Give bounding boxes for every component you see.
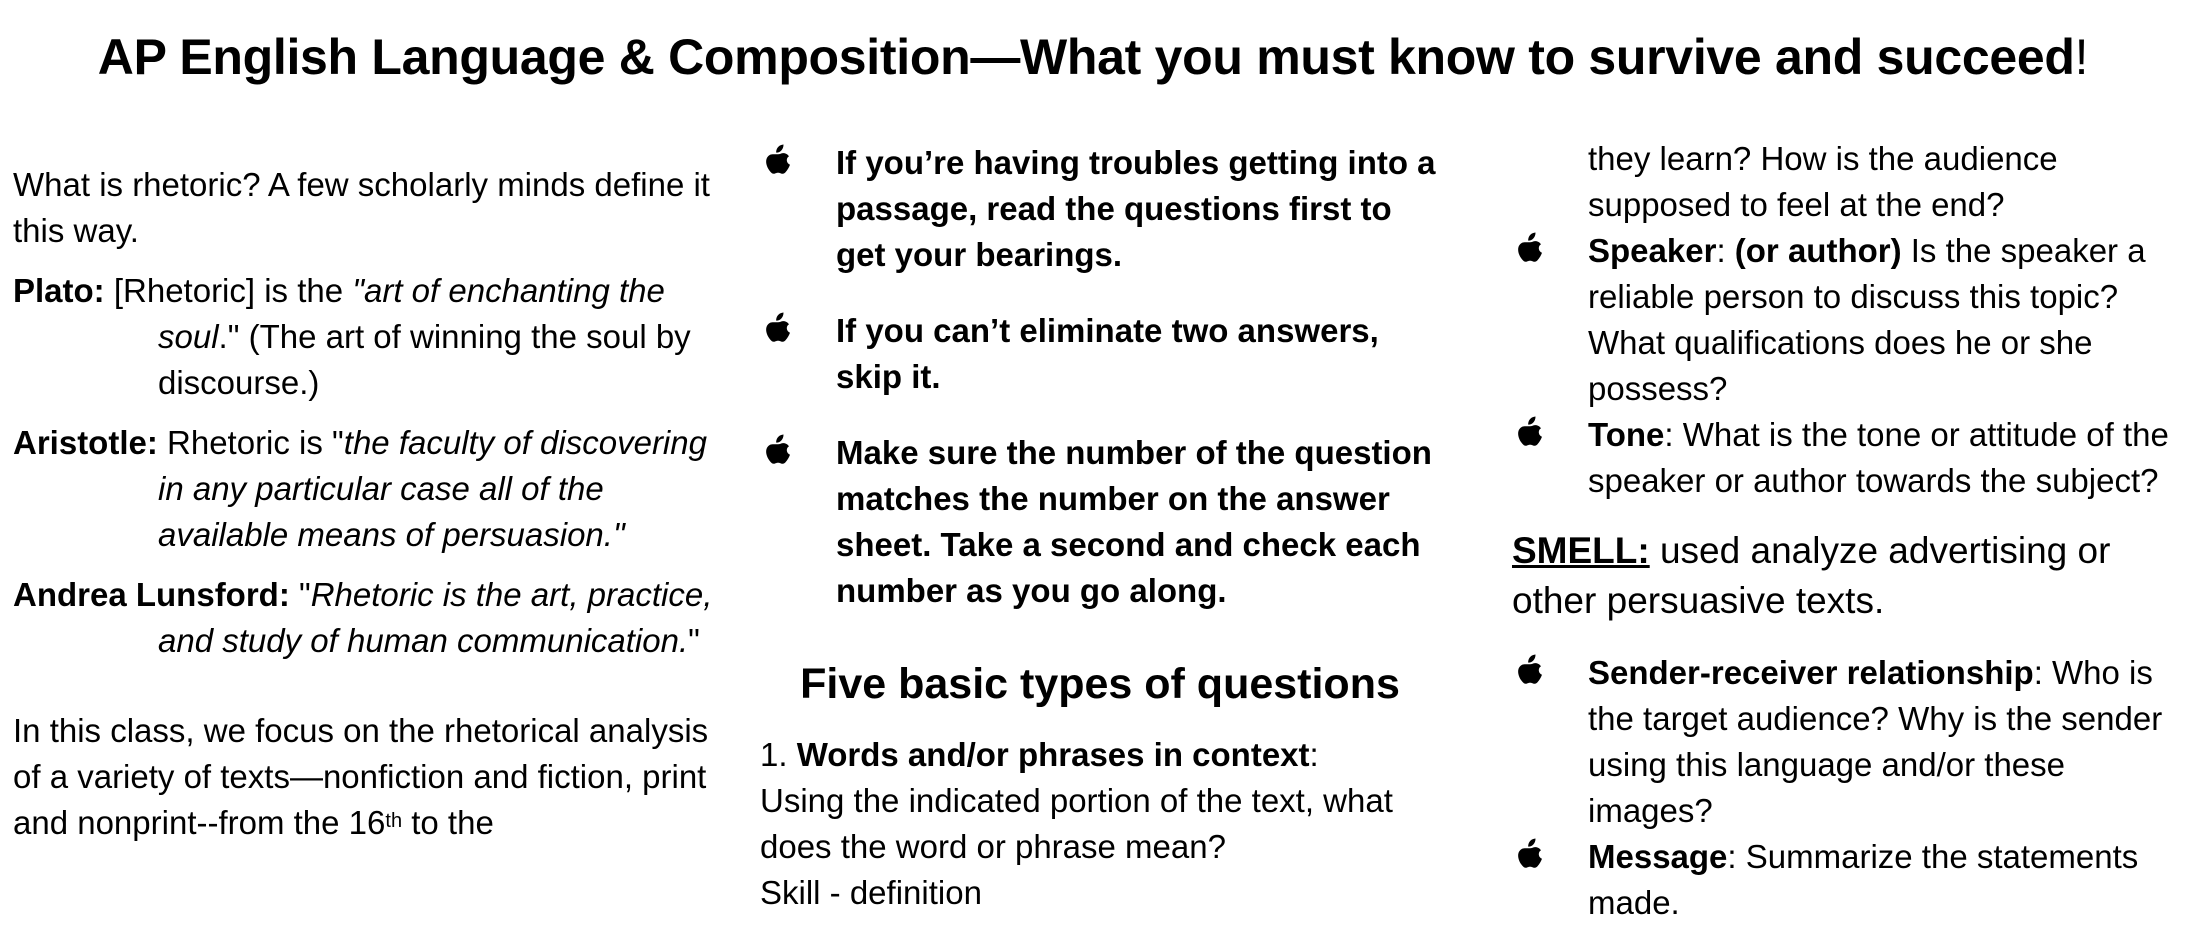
list-item: Tone: What is the tone or attitude of the speaker or author towards the subject? bbox=[1512, 412, 2182, 504]
question-number: 1. bbox=[760, 736, 797, 773]
question-types-heading: Five basic types of questions bbox=[800, 660, 1400, 708]
tip-item bbox=[760, 308, 1450, 400]
right-column bbox=[1512, 136, 2182, 926]
item-text: Is the speaker a reliable person to discuss this topic? What qualifications does he or she possess? bbox=[1588, 232, 2146, 407]
tip-item bbox=[760, 430, 1450, 614]
class-focus-pre: In this class, we focus on the rhetorical analysis of a variety of texts—nonfiction and fiction, print and nonprint--from the 16 bbox=[13, 712, 709, 841]
smell-text: used analyze advertising or other persuasive texts. bbox=[1512, 530, 2111, 621]
question-label: Words and/or phrases in context bbox=[796, 736, 1310, 773]
definition-name: Aristotle: bbox=[13, 424, 158, 461]
list-item: Message: Summarize the statements made. bbox=[1512, 834, 2182, 926]
definition-pre: " bbox=[289, 576, 311, 613]
definition-pre: [Rhetoric] is the bbox=[104, 272, 353, 309]
class-focus-text bbox=[13, 708, 733, 846]
apple-icon bbox=[764, 434, 792, 468]
question-skill: Skill - definition bbox=[760, 874, 982, 911]
item-extra: (or author) bbox=[1734, 232, 1902, 269]
tip-text: Make sure the number of the question matches the number on the answer sheet. Take a second and check each number as you go along. bbox=[836, 434, 1432, 609]
middle-column bbox=[760, 140, 1450, 916]
page-title-exclamation: ! bbox=[2074, 29, 2089, 85]
continuation-text: they learn? How is the audience supposed to feel at the end? bbox=[1588, 140, 2058, 223]
page-title-text: AP English Language & Composition—What you must know to survive and succeed bbox=[97, 29, 2075, 85]
item-label: Tone bbox=[1588, 416, 1665, 453]
apple-icon bbox=[1516, 654, 1544, 688]
apple-icon bbox=[1516, 416, 1544, 450]
page-title bbox=[0, 28, 2186, 86]
definition-name: Andrea Lunsford: bbox=[13, 576, 290, 613]
tip-text: If you can’t eliminate two answers, skip it. bbox=[836, 312, 1379, 395]
tip-item bbox=[760, 140, 1450, 278]
item-text: What is the tone or attitude of the speaker or author towards the subject? bbox=[1588, 416, 2169, 499]
definition-post: " bbox=[688, 622, 700, 659]
class-focus-post: to the bbox=[402, 804, 494, 841]
item-label: Message bbox=[1588, 838, 1728, 875]
definition-pre: Rhetoric is " bbox=[157, 424, 344, 461]
question-type-1 bbox=[760, 732, 1450, 778]
definition-lunsford bbox=[13, 572, 733, 664]
rhetoric-intro: What is rhetoric? A few scholarly minds define it this way. bbox=[13, 166, 710, 249]
definition-plato bbox=[13, 268, 733, 406]
apple-icon bbox=[764, 144, 792, 178]
tip-text: If you’re having troubles getting into a passage, read the questions first to get your bearings. bbox=[836, 144, 1436, 273]
question-description: Using the indicated portion of the text, what does the word or phrase mean? bbox=[760, 782, 1393, 865]
apple-icon bbox=[1516, 838, 1544, 872]
definition-name: Plato: bbox=[13, 272, 105, 309]
item-label: Sender-receiver relationship bbox=[1588, 654, 2034, 691]
definition-quote: Rhetoric is the art, practice, and study of human communication. bbox=[158, 576, 713, 659]
list-item: Speaker: (or author) Is the speaker a reliable person to discuss this topic? What qualifications does he or she possess? bbox=[1512, 228, 2182, 412]
item-label: Speaker bbox=[1588, 232, 1717, 269]
item-text: Summarize the statements made. bbox=[1588, 838, 2139, 921]
definition-quote: the faculty of discovering in any particular case all of the available means of persuasion." bbox=[158, 424, 707, 553]
list-item: Sender-receiver relationship: Who is the target audience? Why is the sender using this language and/or these images? bbox=[1512, 650, 2182, 834]
apple-icon bbox=[1516, 232, 1544, 266]
left-column bbox=[13, 162, 733, 860]
definition-post: ." (The art of winning the soul by discourse.) bbox=[158, 318, 691, 401]
class-focus-sup: th bbox=[385, 810, 403, 832]
apple-icon bbox=[764, 312, 792, 346]
definition-quote: "art of enchanting the soul bbox=[158, 272, 665, 355]
smell-intro bbox=[1512, 526, 2182, 626]
item-text: Who is the target audience? Why is the sender using this language and/or these images? bbox=[1588, 654, 2163, 829]
question-colon: : bbox=[1309, 736, 1319, 773]
smell-label: SMELL: bbox=[1512, 530, 1650, 571]
definition-aristotle bbox=[13, 420, 733, 558]
